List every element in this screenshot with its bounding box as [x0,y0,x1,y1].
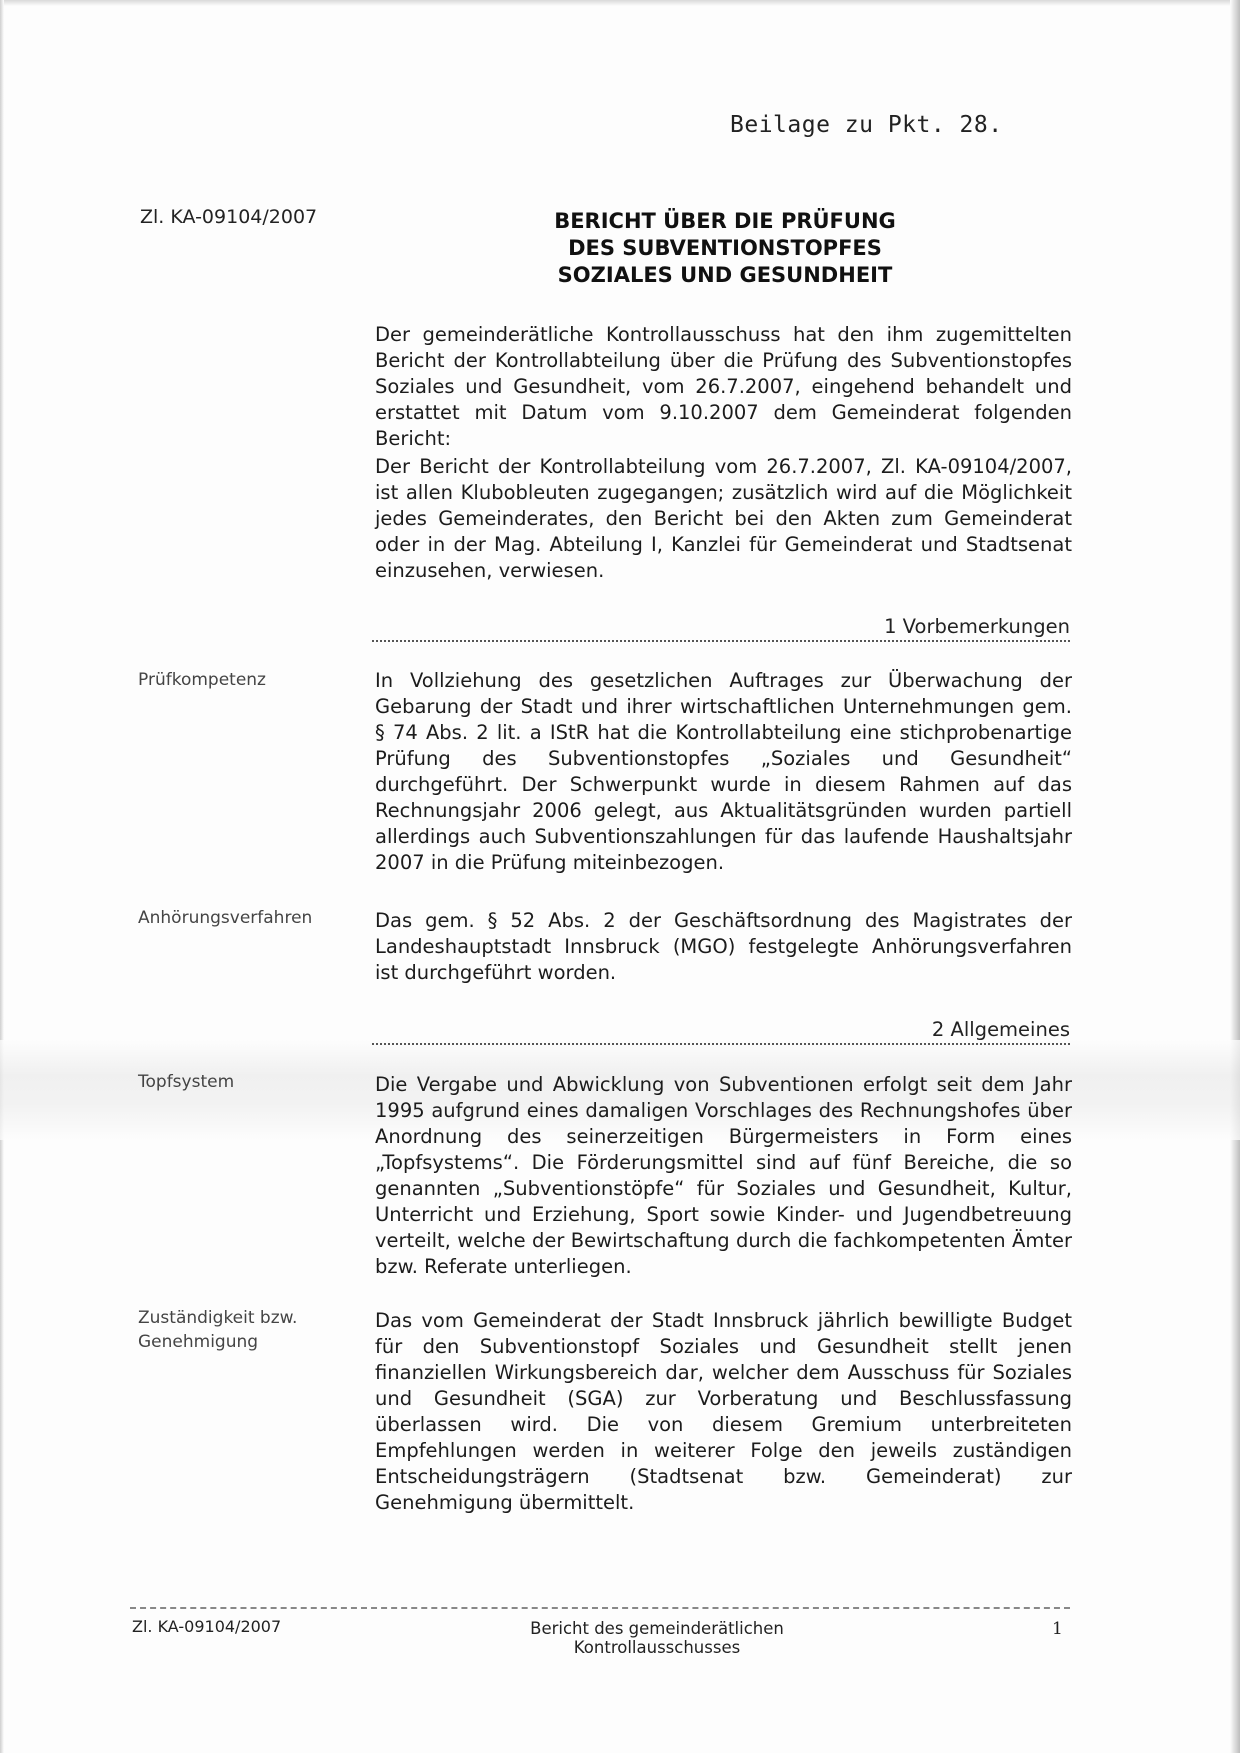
document-title [500,208,950,289]
section-heading-vorbemerkungen: 1 Vorbemerkungen [372,615,1070,642]
intro-paragraph-2: Der Bericht der Kontrollabteilung vom 26.7.2007, Zl. KA-09104/2007, ist allen Klubobleuten zugegangen; zusätzlich wird auf die Möglichkeit jedes Gemeinderates, den Bericht bei den Akten zum Gemeinderat oder in der Mag. Abteilung I, Kanzlei für Gemeinderat und Stadtsenat einzusehen, verwiesen. [375,455,1072,582]
margin-label-zustaendigkeit-line-1: Zuständigkeit bzw. [138,1308,298,1328]
margin-label-topfsystem: Topfsystem [138,1072,235,1092]
paragraph-pruefkompetenz: In Vollziehung des gesetzlichen Auftrages zur Überwachung der Gebarung der Stadt und ihrer wirtschaftlichen Unternehmungen gem. § 74 Abs. 2 lit. a IStR hat die Kontrollabteilung eine stichprobenartige Prüfung des Subventionstopfes „Soziales und Gesundheit“ durchgeführt. Der Schwerpunkt wurde in diesem Rahmen auf das Rechnungsjahr 2006 gelegt, aus Aktualitätsgründen wurden partiell allerdings auch Subventionszahlungen für das laufende Haushaltsjahr 2007 in die Prüfung miteinbezogen. [375,669,1072,874]
section-heading-allgemeines: 2 Allgemeines [372,1018,1070,1045]
paragraph-zustaendigkeit: Das vom Gemeinderat der Stadt Innsbruck jährlich bewilligte Budget für den Subventionstopf Soziales und Gesundheit stellt jenen finanziellen Wirkungsbereich dar, welcher dem Ausschuss für Soziales und Gesundheit (SGA) zur Vorberatung und Beschlussfassung überlassen wird. Die von diesem Gremium unterbreiteten Empfehlungen werden in weiterer Folge den jeweils zuständigen Entscheidungsträgern (Stadtsenat bzw. Gemeinderat) zur Genehmigung übermittelt. [375,1309,1072,1514]
attachment-note: Beilage zu Pkt. 28. [730,112,1003,138]
footer-divider [130,1607,1070,1609]
title-line-1: BERICHT ÜBER DIE PRÜFUNG [554,209,896,233]
page-number: 1 [1052,1619,1063,1639]
margin-label-anhoerungsverfahren: Anhörungsverfahren [138,908,313,928]
scan-edge-top [0,0,1240,6]
paragraph-topfsystem: Die Vergabe und Abwicklung von Subventionen erfolgt seit dem Jahr 1995 aufgrund eines damaligen Vorschlages des Rechnungshofes über Anordnung des seinerzeitigen Bürgermeisters in Form eines „Topfsystems“. Die Förderungsmittel sind auf fünf Bereiche, die so genannten „Subventionstöpfe“ für Soziales und Gesundheit, Kultur, Unterricht und Erziehung, Sport sowie Kinder- und Jugendbetreuung verteilt, welche der Bewirtschaftung durch die fachkompetenten Ämter bzw. Referate unterliegen. [375,1073,1072,1278]
scan-edge-right [1230,0,1240,1753]
margin-label-zustaendigkeit-line-2: Genehmigung [138,1332,259,1352]
title-line-2: DES SUBVENTIONSTOPFES [568,236,882,260]
scan-edge-left [0,0,4,1753]
title-line-3: SOZIALES UND GESUNDHEIT [557,263,893,287]
paragraph-anhoerungsverfahren: Das gem. § 52 Abs. 2 der Geschäftsordnung des Magistrates der Landeshauptstadt Innsbruck (MGO) festgelegte Anhörungsverfahren ist durchgeführt worden. [375,909,1072,984]
margin-label-pruefkompetenz: Prüfkompetenz [138,670,266,690]
footer-file-number: Zl. KA-09104/2007 [132,1617,282,1636]
margin-label-zustaendigkeit [138,1306,348,1354]
intro-paragraph-1: Der gemeinderätliche Kontrollausschuss hat den ihm zugemittelten Bericht der Kontrollabteilung über die Prüfung des Subventionstopfes Soziales und Gesundheit, vom 26.7.2007, eingehend behandelt und erstattet mit Datum vom 9.10.2007 dem Gemeinderat folgenden Bericht: [375,323,1072,450]
footer-title: Bericht des gemeinderätlichen Kontrollausschusses [530,1619,784,1657]
file-number: Zl. KA-09104/2007 [140,206,318,228]
